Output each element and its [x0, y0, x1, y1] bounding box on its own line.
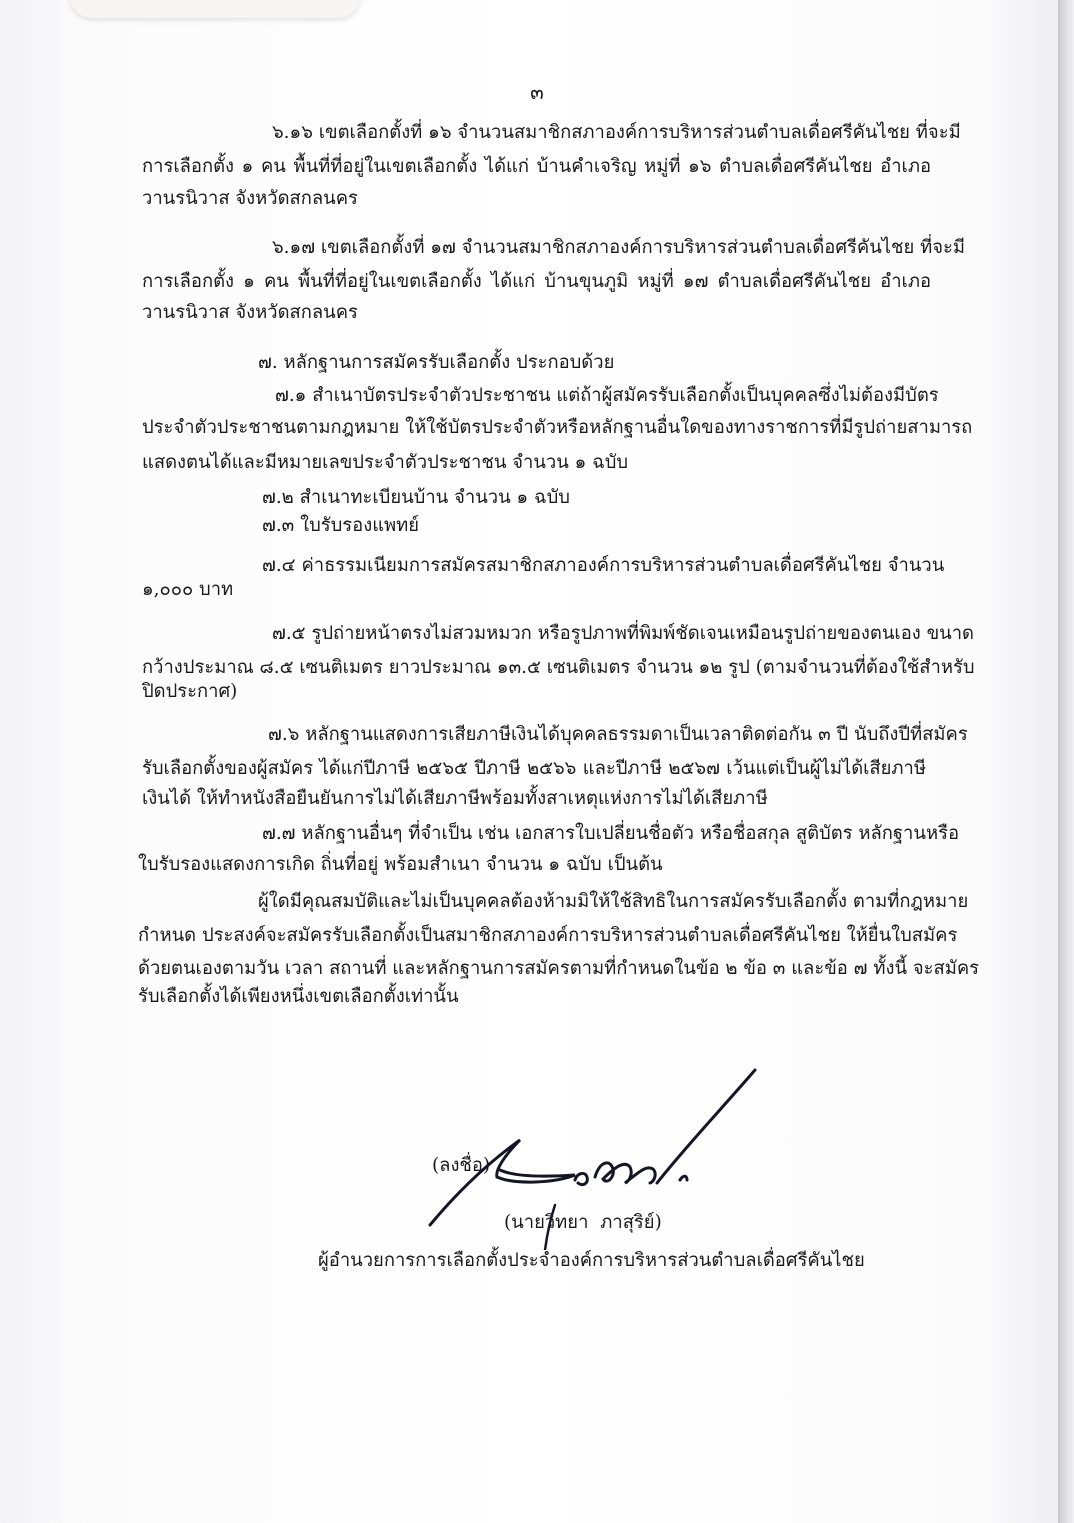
paragraph-6-17-line-3: วานรนิวาส จังหวัดสกลนคร — [142, 302, 358, 323]
item-7-1-line-1: ๗.๑ สำเนาบัตรประจำตัวประชาชน แต่ถ้าผู้สมัครรับเลือกตั้งเป็นบุคคลซึ่งไม่ต้องมีบัตร — [275, 385, 939, 406]
page-number: ๓ — [530, 80, 544, 104]
closing-line-4: รับเลือกตั้งได้เพียงหนึ่งเขตเลือกตั้งเท่านั้น — [138, 986, 459, 1007]
paragraph-6-16-line-3: วานรนิวาส จังหวัดสกลนคร — [142, 188, 358, 209]
item-7-6-line-2: รับเลือกตั้งของผู้สมัคร ได้แก่ปีภาษี ๒๕๖๕ ปีภาษี ๒๕๖๖ และปีภาษี ๒๕๖๗ เว้นแต่เป็นผู้ไม่ได้เสียภาษี — [142, 758, 926, 779]
sign-label: (ลงชื่อ) — [432, 1155, 491, 1176]
section-7-heading: ๗. หลักฐานการสมัครรับเลือกตั้ง ประกอบด้วย — [258, 352, 615, 373]
item-7-6-line-3: เงินได้ ให้ทำหนังสือยืนยันการไม่ได้เสียภาษีพร้อมทั้งสาเหตุแห่งการไม่ได้เสียภาษี — [142, 788, 768, 809]
item-7-7-line-2: ใบรับรองแสดงการเกิด ถิ่นที่อยู่ พร้อมสำเนา จำนวน ๑ ฉบับ เป็นต้น — [138, 854, 663, 875]
sticky-note — [70, 0, 360, 18]
signatory-name: (นายวิทยา ภาสุริย์) — [504, 1212, 662, 1233]
paragraph-6-16-line-1: ๖.๑๖ เขตเลือกตั้งที่ ๑๖ จำนวนสมาชิกสภาองค์การบริหารส่วนตำบลเดื่อศรีคันไชย ที่จะมี — [272, 122, 961, 143]
item-7-2: ๗.๒ สำเนาทะเบียนบ้าน จำนวน ๑ ฉบับ — [262, 487, 570, 508]
item-7-5-line-3: ปิดประกาศ) — [142, 681, 238, 702]
item-7-1-line-3: แสดงตนได้และมีหมายเลขประจำตัวประชาชน จำนวน ๑ ฉบับ — [142, 452, 629, 473]
handwritten-signature — [425, 1065, 770, 1250]
item-7-7-line-1: ๗.๗ หลักฐานอื่นๆ ที่จำเป็น เช่น เอกสารใบเปลี่ยนชื่อตัว หรือชื่อสกุล สูติบัตร หลักฐานหรือ — [262, 823, 959, 844]
paragraph-6-16-line-2: การเลือกตั้ง ๑ คน พื้นที่ที่อยู่ในเขตเลือกตั้ง ได้แก่ บ้านคำเจริญ หมู่ที่ ๑๖ ตำบลเดื่อศรีคันไชย อำเภอ — [142, 156, 931, 177]
item-7-5-line-1: ๗.๕ รูปถ่ายหน้าตรงไม่สวมหมวก หรือรูปภาพที่พิมพ์ชัดเจนเหมือนรูปถ่ายของตนเอง ขนาด — [272, 623, 974, 644]
closing-line-1: ผู้ใดมีคุณสมบัติและไม่เป็นบุคคลต้องห้ามมิให้ใช้สิทธิในการสมัครรับเลือกตั้ง ตามที่กฎหมาย — [258, 891, 969, 912]
paragraph-6-17-line-2: การเลือกตั้ง ๑ คน พื้นที่ที่อยู่ในเขตเลือกตั้ง ได้แก่ บ้านขุนภูมิ หมู่ที่ ๑๗ ตำบลเดื่อศรีคันไชย อำเภอ — [142, 271, 931, 292]
closing-line-2: กำหนด ประสงค์จะสมัครรับเลือกตั้งเป็นสมาชิกสภาองค์การบริหารส่วนตำบลเดื่อศรีคันไชย ให้ยื่นใบสมัคร — [138, 925, 958, 946]
item-7-1-line-2: ประจำตัวประชาชนตามกฎหมาย ให้ใช้บัตรประจำตัวหรือหลักฐานอื่นใดของทางราชการที่มีรูปถ่ายสามารถ — [142, 417, 973, 438]
item-7-4-line-1: ๗.๔ ค่าธรรมเนียมการสมัครสมาชิกสภาองค์การบริหารส่วนตำบลเดื่อศรีคันไชย จำนวน — [262, 555, 945, 576]
paragraph-6-17-line-1: ๖.๑๗ เขตเลือกตั้งที่ ๑๗ จำนวนสมาชิกสภาองค์การบริหารส่วนตำบลเดื่อศรีคันไชย ที่จะมี — [272, 237, 966, 258]
closing-line-3: ด้วยตนเองตามวัน เวลา สถานที่ และหลักฐานการสมัครตามที่กำหนดในข้อ ๒ ข้อ ๓ และข้อ ๗ ทั้งนี้ จะสมัคร — [138, 958, 980, 979]
page-edge-shadow — [1058, 0, 1074, 1523]
item-7-6-line-1: ๗.๖ หลักฐานแสดงการเสียภาษีเงินได้บุคคลธรรมดาเป็นเวลาติดต่อกัน ๓ ปี นับถึงปีที่สมัคร — [268, 724, 968, 745]
item-7-5-line-2: กว้างประมาณ ๘.๕ เซนติเมตร ยาวประมาณ ๑๓.๕ เซนติเมตร จำนวน ๑๒ รูป (ตามจำนวนที่ต้องใช้สำหรับ — [142, 657, 975, 678]
signatory-position: ผู้อำนวยการการเลือกตั้งประจำองค์การบริหารส่วนตำบลเดื่อศรีคันไชย — [318, 1250, 865, 1271]
item-7-3: ๗.๓ ใบรับรองแพทย์ — [262, 515, 420, 536]
item-7-4-line-2: ๑,๐๐๐ บาท — [142, 579, 234, 600]
